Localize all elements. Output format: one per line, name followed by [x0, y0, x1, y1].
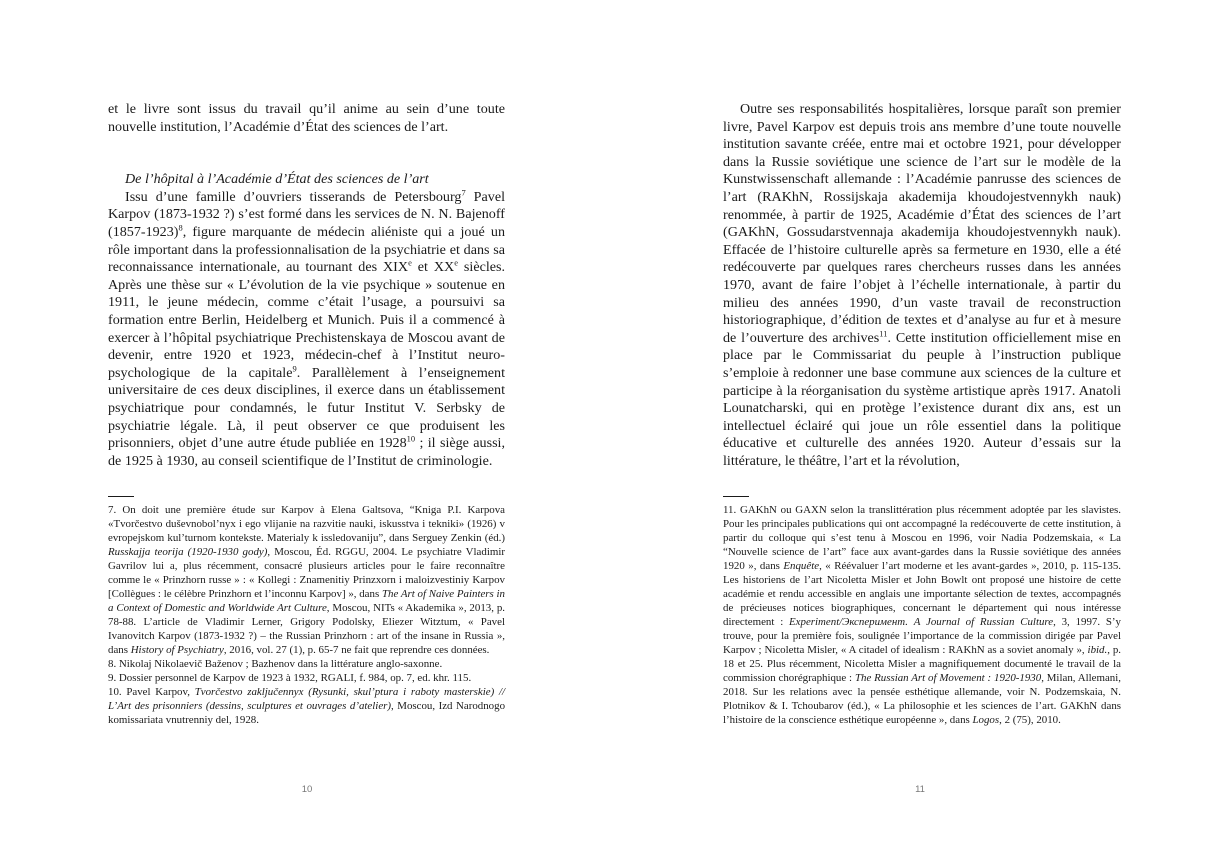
right-page — [613, 0, 1226, 865]
left-body — [108, 101, 505, 470]
right-main-paragraph — [723, 101, 1121, 470]
superscript-e: e — [408, 257, 412, 268]
right-footnotes — [723, 503, 1121, 727]
text-run: siècles. Après une thèse sur « L’évolution de la vie psychique » soutenue en 1911, le jeune médecin, comme c’était l’usage, a poursuivi sa formation entre Berlin, Heidelberg et Munich. Puis il a commencé à exercer à l’hôpital psychiatrique Prechistenskaya de Moscou avant de devenir, entre 1920 et 1923, médecin-chef à l’Institut neuro-psychologique de la capitale — [108, 259, 506, 381]
page-number: 11 — [915, 784, 925, 795]
footnote-divider — [723, 496, 749, 497]
footnote-ref-9[interactable]: 9 — [292, 363, 297, 374]
footnote-ref-11[interactable]: 11 — [879, 328, 888, 339]
footnote-8: 8. Nikolaj Nikolaevič Baženov ; Bazhenov dans la littérature anglo-saxonne. — [108, 658, 443, 670]
text-run: Outre ses responsabilités hospitalières, lorsque paraît son premier livre, Pavel Karpov est depuis trois ans membre d’une toute nouvelle institution savante créée, entre mai et octobre 1921, pour développer dans la Russie soviétique une science de l’art sur le modèle de la Kunstwissenschaft allemande : l’Académie panrusse des sciences de l’art (RAKhN, Rossijskaja akademija khoudojestvennykh nauk) renommée, à partir de 1925, Académie d’État des sciences de l’art (GAKhN, Gossudarstvennaja akademija khoudojestvennykh nauk). Effacée de l’histoire culturelle après sa fermeture en 1930, elle a été redécouverte par quelques rares chercheurs russes dans les années 1970, avant de faire l’objet à l’échelle internationale, à partir du milieu des années 1990, d’un vaste travail de reconstruction historiographique, d’édition de textes et d’analyse au fur et à mesure de l’ouverture des archives — [723, 101, 1121, 346]
left-top-paragraph: et le livre sont issus du travail qu’il anime au sein d’une toute nouvelle institution, l’Académie d’État des sciences de l’art. — [108, 101, 505, 135]
footnote-10: 10. Pavel Karpov, Tvorčestvo zaključennyx (Rysunki, skul’ptura i raboty masterskie) // L’Art des prisonniers (dessins, sculptures et ouvrages d’atelier), Moscou, Izd Narodnogo komissariata vnutrenniy del, 1928. — [108, 686, 506, 726]
footnote-ref-7[interactable]: 7 — [461, 187, 466, 198]
text-run: et XX — [411, 259, 455, 276]
text-run: Pavel Karpov (1873-1932 ?) s’est formé dans les services de N. N. Bajenoff (1857-1923) — [108, 188, 505, 240]
section-heading: De l’hôpital à l’Académie d’État des sciences de l’art — [125, 171, 429, 188]
left-footnotes — [108, 503, 505, 727]
footnote-7: 7. On doit une première étude sur Karpov à Elena Galtsova, “Kniga P.I. Karpova «Tvorčestvo duševnobol’nyx i ego vlijanie na razvitie nauki, iskusstva i tekniki» (1926) v evropejskom kul’turnom kontekste. Materialy k issledovaniju”, dans Serguey Zenkin (éd.) Russkajja teorija (1920-1930 gody), Moscou, Éd. RGGU, 2004. Le psychiatre Vladimir Gavrilov lui a, plus récemment, consacré plusieurs articles pour le faire reconnaître comme le « Prinzhorn russe » : « Kollegi : Znamenitiy Prinzxorn i maloizvestiniy Karpov [Collègues : le célèbre Prinzhorn et l’inconnu Karpov] », dans The Art of Naive Painters in a Context of Domestic and Worldwide Art Culture, Moscou, NITs « Akademika », 2013, p. 78-88. L’article de Vladimir Lerner, Grigory Podolsky, Eliezer Witztum, « Pavel Ivanovitch Karpov (1873-1932 ?) – the Russian Prinzhorn : art of the insane in Russia », dans History of Psychiatry, 2016, vol. 27 (1), p. 65-7 ne fait que reprendre ces données. — [108, 504, 505, 656]
text-run: . Parallèlement à l’enseignement universitaire de ces deux disciplines, il exerce dans un établissement psychiatrique pour condamnés, le futur Institut V. Serbsky de psychiatrie légale. Là, il peut observer ce que produisent les prisonniers, objet d’une autre étude publiée en 1928 — [108, 364, 505, 452]
superscript-e: e — [454, 257, 458, 268]
left-main-paragraph — [108, 189, 505, 471]
page-number: 10 — [301, 784, 313, 795]
footnote-divider — [108, 496, 134, 497]
footnote-ref-8[interactable]: 8 — [178, 222, 183, 233]
text-run: Issu d’une famille d’ouvriers tisserands de Petersbourg — [125, 188, 462, 205]
footnote-11: 11. GAKhN ou GAXN selon la translittération plus récemment adoptée par les slavistes. Pour les principales publications qui ont accompagné la redécouverte de cette institution, à partir du colloque qui s’est tenu à Moscou en 1996, voir Nadia Podzemskaia, « La “Nouvelle science de l’art” face aux avant-gardes dans la Russie soviétique des années 1920 », dans Enquête, « Réévaluer l’art moderne et les avant-gardes », 2010, p. 115-135. Les historiens de l’art Nicoletta Misler et John Bowlt ont proposé une histoire de cette académie et rendu accessible en anglais une importante sélection de textes, accompagnés de précieuses notices biographiques, concernant le département qui nous intéresse directement : Experiment/Эксперимент. A Journal of Russian Culture, 3, 1997. S’y trouve, pour la première fois, soulignée l’importance de la commission dirigée par Pavel Karpov ; Nicoletta Misler, « A citadel of idealism : RAKhN as a soviet anomaly », ibid., p. 18 et 25. Plus récemment, Nicoletta Misler a magnifiquement documenté le travail de la commission chorégraphique : The Russian Art of Movement : 1920-1930, Milan, Allemani, 2018. Sur les relations avec la pensée esthétique allemande, voir N. Podzemskaia, N. Plotnikov & I. Tchoubarov (éd.), « La philosophie et les sciences de l’art. GAKhN dans l’histoire de la conscience esthétique européenne », dans Logos, 2 (75), 2010. — [723, 504, 1121, 726]
footnote-ref-10[interactable]: 10 — [406, 433, 416, 444]
right-body — [723, 101, 1121, 470]
text-run: ; il siège aussi, de 1925 à 1930, au conseil scientifique de l’Institut de criminologie. — [108, 435, 505, 469]
footnote-9: 9. Dossier personnel de Karpov de 1923 à 1932, RGALI, f. 984, op. 7, ed. khr. 115. — [108, 672, 472, 684]
text-run: , figure marquante de médecin aliéniste qui a joué un rôle important dans la professionnalisation de la psychiatrie et dans sa reconnaissance internationale, au tournant des XIX — [108, 223, 505, 276]
text-run: . Cette institution officiellement mise en place par le Commissariat du peuple à l’instruction publique s’emploie à redonner une base commune aux sciences de la culture et participe à la réorganisation du système artistique après 1917. Anatoli Lounatcharski, qui en protège l’existence durant dix ans, est un intellectuel éclairé qui joue un rôle essentiel dans la politique éducative et culturelle des années 1920. Auteur d’essais sur la littérature, le théâtre, l’art et la révolution, — [723, 329, 1121, 469]
